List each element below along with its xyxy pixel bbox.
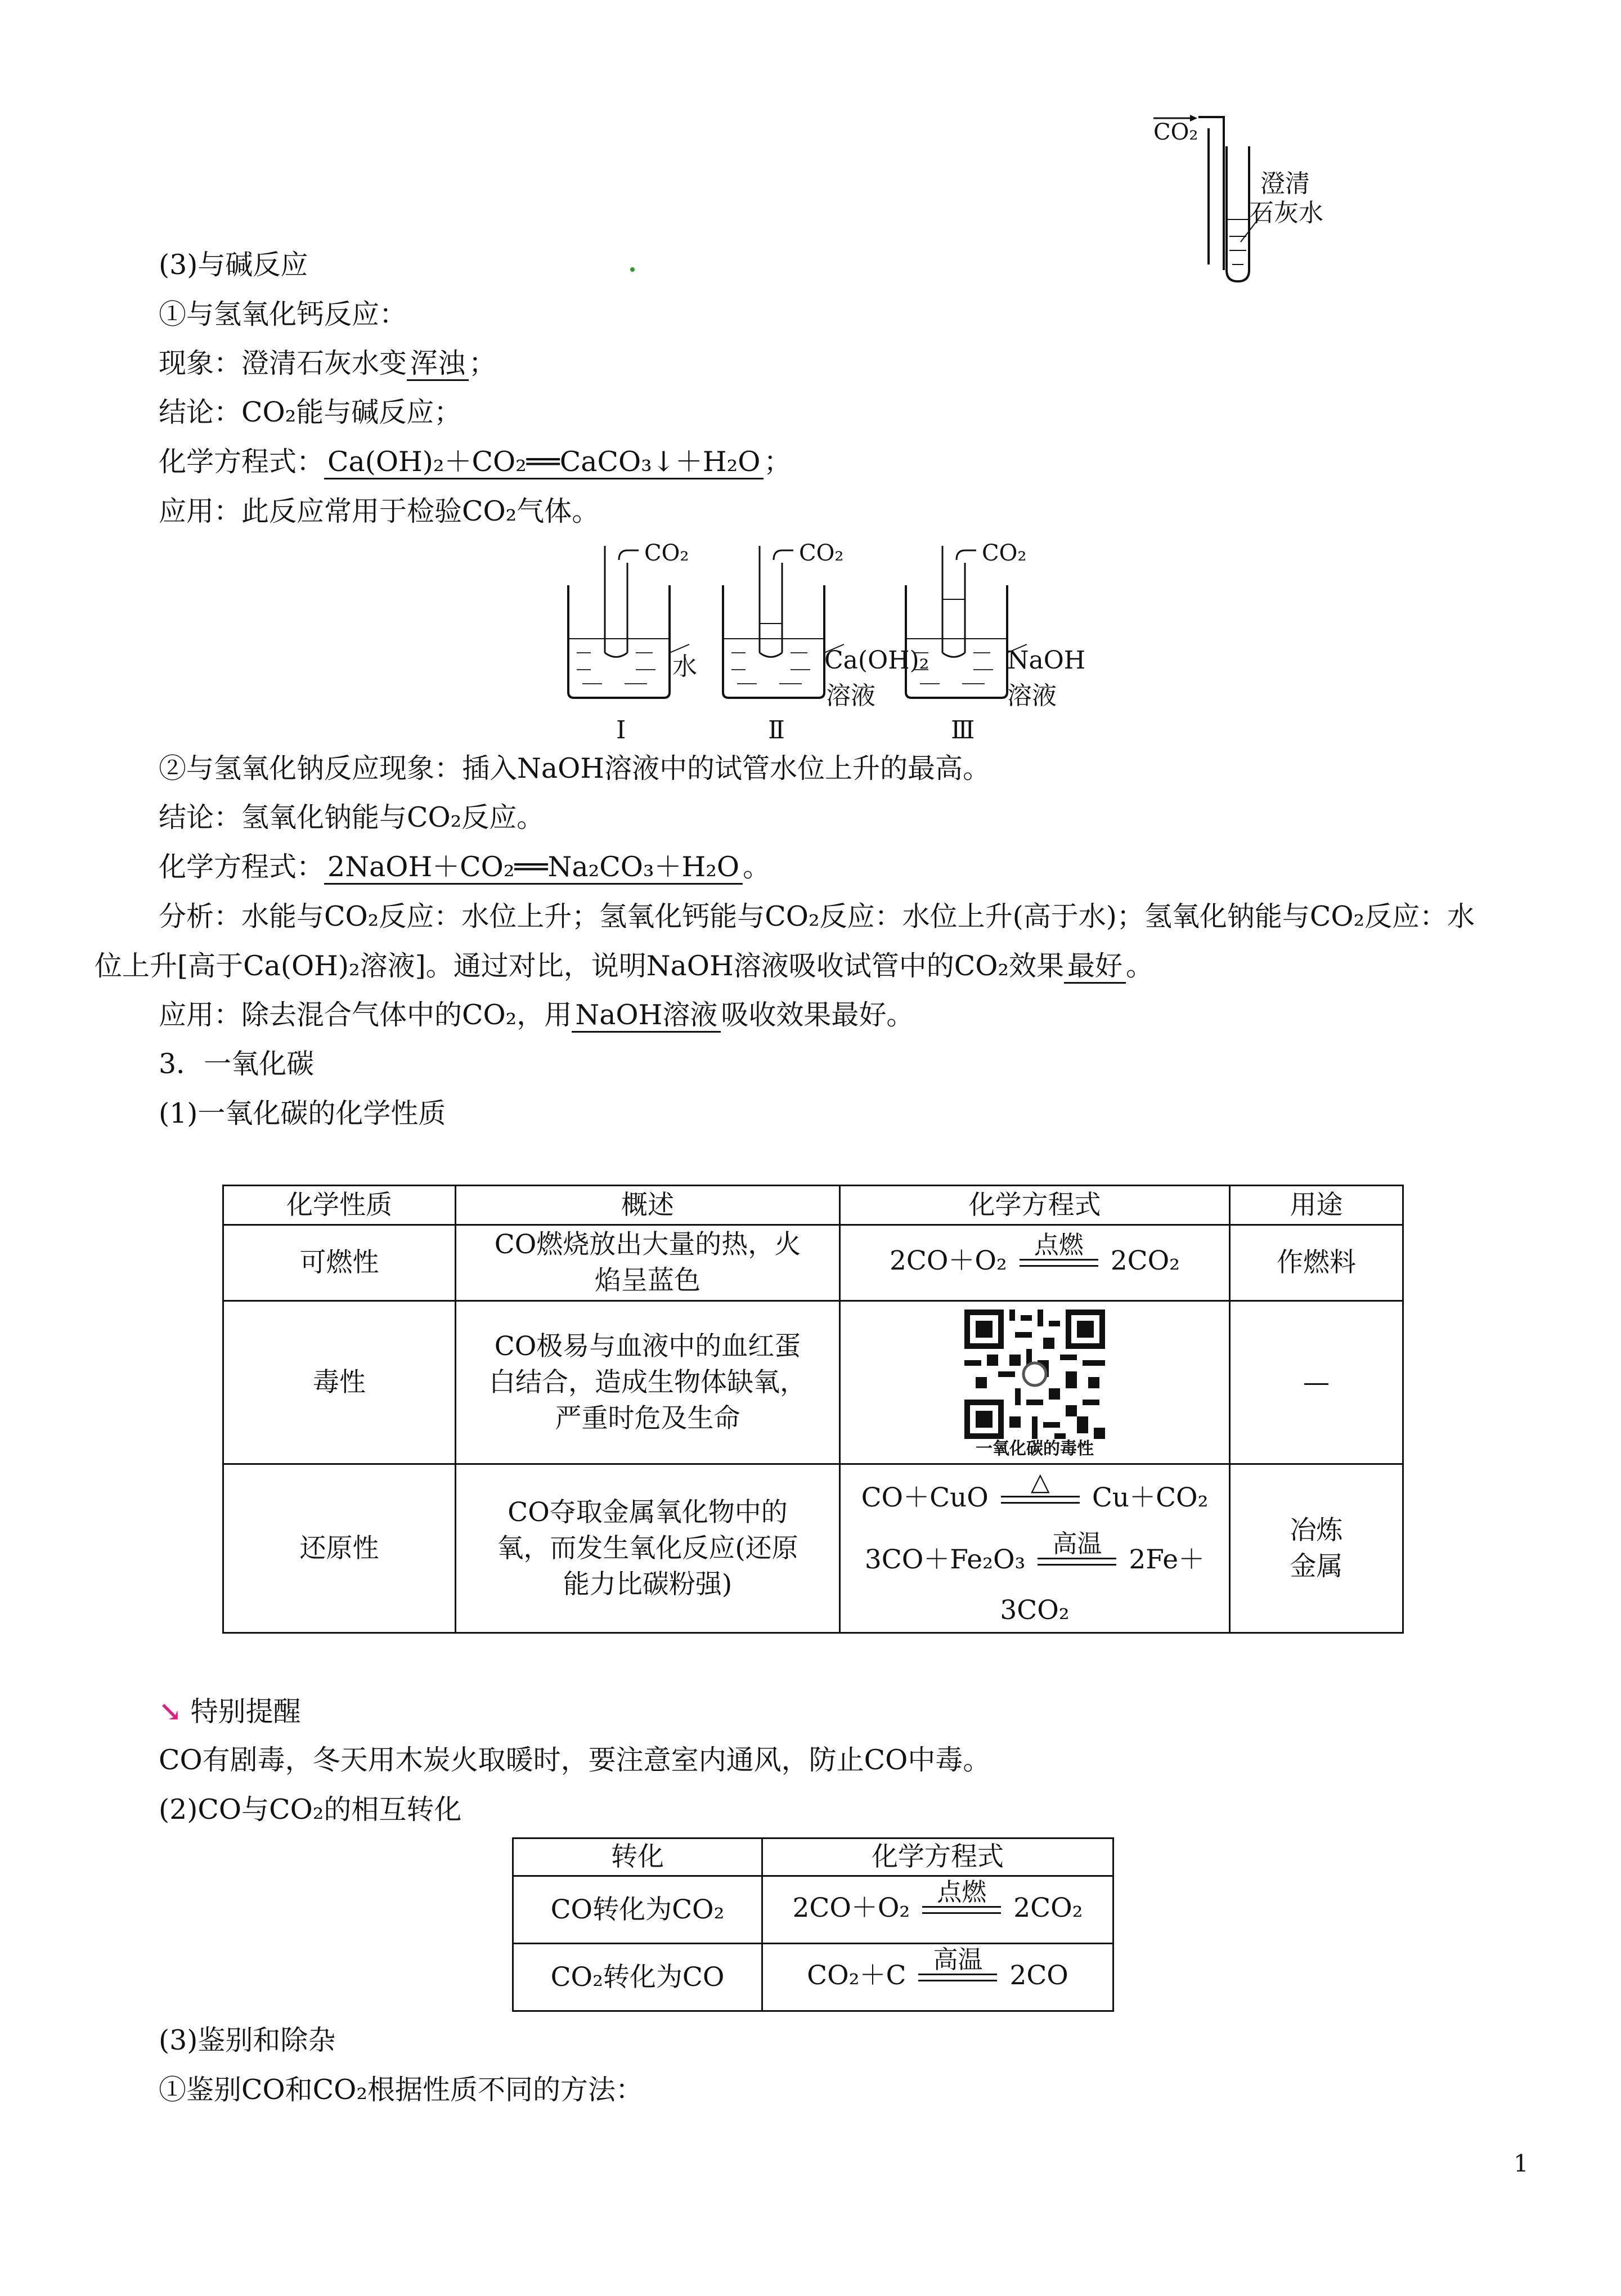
header-equation: 化学方程式: [840, 1186, 1230, 1225]
header-description: 概述: [456, 1186, 840, 1225]
answer-equation-naoh: 2NaOH＋CO₂══Na₂CO₃＋H₂O: [324, 851, 743, 885]
table-row: [223, 1464, 1403, 1633]
desc-line: CO夺取金属氧化物中的: [508, 1496, 788, 1528]
conversion-table: [512, 1837, 1114, 2012]
desc-toxic: [456, 1301, 840, 1464]
beaker-1-roman: Ⅰ: [616, 716, 626, 745]
beaker-2-roman: Ⅱ: [768, 716, 785, 745]
answer-equation-caoh2: Ca(OH)₂＋CO₂══CaCO₃↓＋H₂O: [324, 446, 764, 479]
qr-code-icon[interactable]: [964, 1310, 1105, 1439]
answer-turbid: 浑浊: [407, 347, 469, 381]
table-row: [513, 1944, 1113, 2011]
beaker-3-liquid2: 溶液: [1007, 681, 1057, 710]
section-heading-base: (3)与碱反应: [159, 249, 308, 281]
sub-heading-identify: ①鉴别CO和CO₂根据性质不同的方法：: [159, 2074, 643, 2106]
eq-left: 2CO＋O₂: [889, 1245, 1007, 1276]
eq-arrow: [1001, 1469, 1080, 1531]
beakers-drawing: [557, 540, 1108, 743]
equation-end: ；: [764, 446, 792, 478]
eq-condition: △: [1030, 1467, 1050, 1496]
phenomenon-label: 现象：澄清石灰水变: [159, 347, 407, 379]
eq-arrow: [922, 1879, 1001, 1941]
eq-fe2o3-cont: 3CO₂: [1000, 1594, 1070, 1626]
equation-label: 化学方程式：: [159, 446, 325, 478]
table-row: [513, 1876, 1113, 1944]
eq-reducing: [840, 1464, 1230, 1633]
conclusion-line: 结论：CO₂能与碱反应；: [159, 396, 462, 428]
desc-line: 焰呈蓝色: [595, 1265, 701, 1296]
desc-line: CO极易与血液中的血红蛋: [494, 1330, 801, 1362]
eq-fe2o3: [846, 1531, 1223, 1593]
naoh-app-end: 吸收效果最好。: [721, 999, 914, 1031]
beaker-1-liquid: 水: [672, 652, 697, 681]
eq-cuo: [846, 1469, 1223, 1531]
analysis-line-1: 分析：水能与CO₂反应：水位上升；氢氧化钙能与CO₂反应：水位上升(高于水)；氢氧化钠能与CO₂反应：水: [159, 900, 1475, 932]
eq-arrow: [918, 1947, 997, 2008]
table-header-row: [513, 1838, 1113, 1876]
naoh-app-text: 应用：除去混合气体中的CO₂，用: [159, 999, 572, 1031]
section-heading-identify: (3)鉴别和除杂: [159, 2024, 336, 2056]
eq-right: 2CO₂: [1110, 1245, 1180, 1276]
equation-line-1: [159, 445, 791, 479]
eq-right: 2CO₂: [1013, 1892, 1083, 1923]
header-conversion: 转化: [513, 1838, 762, 1876]
use-fuel: 作燃料: [1230, 1225, 1403, 1301]
use-metallurgy: [1230, 1464, 1403, 1633]
eq-condition: 点燃: [1034, 1231, 1084, 1259]
application-line: 应用：此反应常用于检验CO₂气体。: [159, 495, 600, 527]
eq-combustion: [840, 1225, 1230, 1301]
desc-line: 氧，而发生氧化反应(还原: [497, 1532, 798, 1564]
qr-cell: [840, 1301, 1230, 1464]
naoh-eq-end: 。: [743, 851, 771, 883]
page-number: 1: [1514, 2150, 1529, 2177]
naoh-phenomenon: ②与氢氧化钠反应现象：插入NaOH溶液中的试管水位上升的最高。: [159, 752, 990, 784]
header-use: 用途: [1230, 1186, 1403, 1225]
reminder-heading: [159, 1694, 301, 1729]
eq-arrow: [1020, 1232, 1098, 1294]
reminder-title: 特别提醒: [190, 1696, 301, 1728]
phenomenon-line: [159, 346, 496, 381]
prop-toxic: 毒性: [223, 1301, 456, 1464]
section-heading-co: 3．一氧化碳: [159, 1048, 315, 1080]
answer-naoh-solution: NaOH溶液: [572, 999, 721, 1033]
analysis-line-2: [95, 949, 1153, 984]
eq-right: 2Fe＋: [1129, 1544, 1205, 1575]
eq-left: CO＋CuO: [861, 1482, 989, 1513]
analysis-text: 位上升[高于Ca(OH)₂溶液]。通过对比，说明NaOH溶液吸收试管中的CO₂效果: [95, 950, 1065, 982]
limewater-label-1: 澄清: [1260, 169, 1310, 198]
phenomenon-end: ；: [469, 347, 497, 379]
header-equation: 化学方程式: [762, 1838, 1113, 1876]
table-header-row: [223, 1186, 1403, 1225]
decorative-dot: [630, 267, 635, 272]
use-line: 金属: [1290, 1550, 1343, 1582]
section-heading-conversion: (2)CO与CO₂的相互转化: [159, 1793, 462, 1826]
table-row: [223, 1225, 1403, 1301]
beaker-2-liquid2: 溶液: [826, 681, 875, 710]
conv-label-1: CO转化为CO₂: [513, 1876, 762, 1944]
eq-condition: 高温: [1052, 1529, 1102, 1558]
beaker-3-gas: CO₂: [982, 540, 1027, 566]
beaker-3-roman: Ⅲ: [951, 716, 975, 745]
beaker-3-liquid: NaOH: [1007, 646, 1086, 675]
conv-eq-1: [762, 1876, 1113, 1944]
desc-line: 严重时危及生命: [555, 1402, 740, 1434]
eq-right: 2CO: [1009, 1959, 1068, 1991]
header-property: 化学性质: [223, 1186, 456, 1225]
eq-right: Cu＋CO₂: [1092, 1482, 1209, 1513]
beaker-1-gas: CO₂: [644, 540, 689, 566]
eq-left: 3CO＋Fe₂O₃: [864, 1544, 1026, 1575]
prop-reducing: 还原性: [223, 1464, 456, 1633]
eq-left: CO₂＋C: [807, 1959, 906, 1991]
beaker-2-gas: CO₂: [799, 540, 844, 566]
eq-left: 2CO＋O₂: [792, 1892, 910, 1923]
use-none: —: [1230, 1301, 1403, 1464]
table-row: [223, 1301, 1403, 1464]
reminder-text: CO有剧毒，冬天用木炭火取暖时，要注意室内通风，防止CO中毒。: [159, 1744, 991, 1776]
conv-eq-2: [762, 1944, 1113, 2011]
naoh-eq-label: 化学方程式：: [159, 851, 325, 883]
qr-caption: 一氧化碳的毒性: [976, 1438, 1094, 1459]
desc-combustible: [456, 1225, 840, 1301]
eq-arrow: [1038, 1531, 1116, 1593]
sub-heading-caoh2: ①与氢氧化钙反应：: [159, 298, 407, 330]
naoh-conclusion: 结论：氢氧化钠能与CO₂反应。: [159, 801, 545, 833]
beaker-1: [568, 546, 689, 698]
naoh-application: [159, 998, 914, 1033]
conv-label-2: CO₂转化为CO: [513, 1944, 762, 2011]
reminder-arrow-icon: ↘: [159, 1695, 182, 1728]
desc-reducing: [456, 1464, 840, 1633]
eq-condition: 点燃: [937, 1877, 987, 1907]
analysis-end: 。: [1126, 950, 1154, 982]
limewater-label-2: 石灰水: [1249, 199, 1323, 227]
prop-combustible: 可燃性: [223, 1225, 456, 1301]
co2-label: CO₂: [1153, 119, 1198, 145]
eq-condition: 高温: [933, 1945, 983, 1974]
answer-best: 最好: [1064, 950, 1126, 984]
equation-line-2: [159, 850, 770, 885]
sub-heading-co-props: (1)一氧化碳的化学性质: [159, 1097, 446, 1129]
use-line: 冶炼: [1290, 1514, 1343, 1546]
co-properties-table: [222, 1185, 1404, 1634]
desc-line: CO燃烧放出大量的热，火: [494, 1229, 801, 1260]
desc-line: 白结合，造成生物体缺氧，: [489, 1366, 806, 1398]
desc-line: 能力比碳粉强): [563, 1568, 733, 1600]
beaker-2-liquid: Ca(OH)₂: [824, 646, 930, 675]
